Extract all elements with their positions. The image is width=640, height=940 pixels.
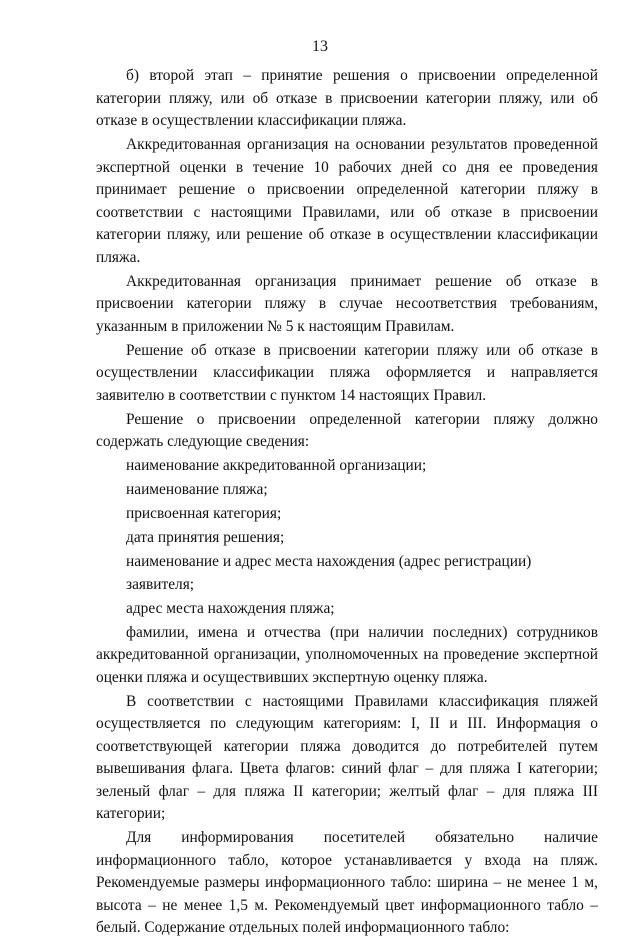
paragraph-categories-flags: В соответствии с настоящими Правилами классификация пляжей осуществляется по следующим категориям: I, II и III. Информация о соответствующей категории пляжа доводится до потребителей путем вывешивания флага. Цвета флагов: синий флаг – для пляжа I категории; зеленый флаг – для пляжа II категории; желтый флаг – для пляжа III категории; bbox=[96, 692, 598, 822]
paragraph-second-stage: б) второй этап – принятие решения о присвоении определенной категории пляжу, или об отказе в присвоении категории пляжу, или об отказе в осуществлении классификации пляжа. bbox=[96, 67, 598, 129]
paragraph-refusal-grounds: Аккредитованная организация принимает решение об отказе в присвоении категории пляжу в случае несоответствия требованиям, указанным в приложении № 5 к настоящим Правилам. bbox=[96, 272, 598, 335]
list-item: дата принятия решения; bbox=[126, 529, 285, 546]
page-number: 13 bbox=[312, 38, 328, 55]
paragraph-refusal-procedure: Решение об отказе в присвоении категории пляжу или об отказе в осуществлении классификации пляжа оформляется и направляется заявителю в соответствии с пунктом 14 настоящих Правил. bbox=[96, 341, 598, 404]
list-item: присвоенная категория; bbox=[126, 505, 282, 522]
list-item: наименование пляжа; bbox=[126, 481, 268, 498]
paragraph-info-board: Для информирования посетителей обязательно наличие информационного табло, которое устанавливается у входа на пляж. Рекомендуемые размеры информационного табло: ширина – не менее 1 м, высота – не менее 1,5 м. Рекомендуемый цвет информационного табло – белый. Содержание отдельных полей информационного табло: bbox=[96, 829, 598, 936]
list-item: наименование и адрес места нахождения (адрес регистрации) заявителя; bbox=[126, 553, 532, 593]
paragraph-experts: фамилии, имена и отчества (при наличии последних) сотрудников аккредитованной организации, уполномоченных на проведение экспертной оценки пляжа и осуществивших экспертную оценку пляжа. bbox=[96, 623, 598, 686]
document-body bbox=[96, 65, 598, 940]
list-item: наименование аккредитованной организации; bbox=[126, 457, 427, 474]
paragraph-decision-term: Аккредитованная организация на основании результатов проведенной экспертной оценки в течение 10 рабочих дней со дня ее проведения принимает решение о присвоении определенной категории пляжу в соответствии с настоящими Правилами, или об отказе в присвоении категории пляжу, или решение об отказе в осуществлении классификации пляжа. bbox=[96, 136, 598, 266]
list-item: адрес места нахождения пляжа; bbox=[126, 599, 335, 617]
paragraph-decision-contents: Решение о присвоении определенной категории пляжу должно содержать следующие сведения: bbox=[96, 410, 598, 450]
